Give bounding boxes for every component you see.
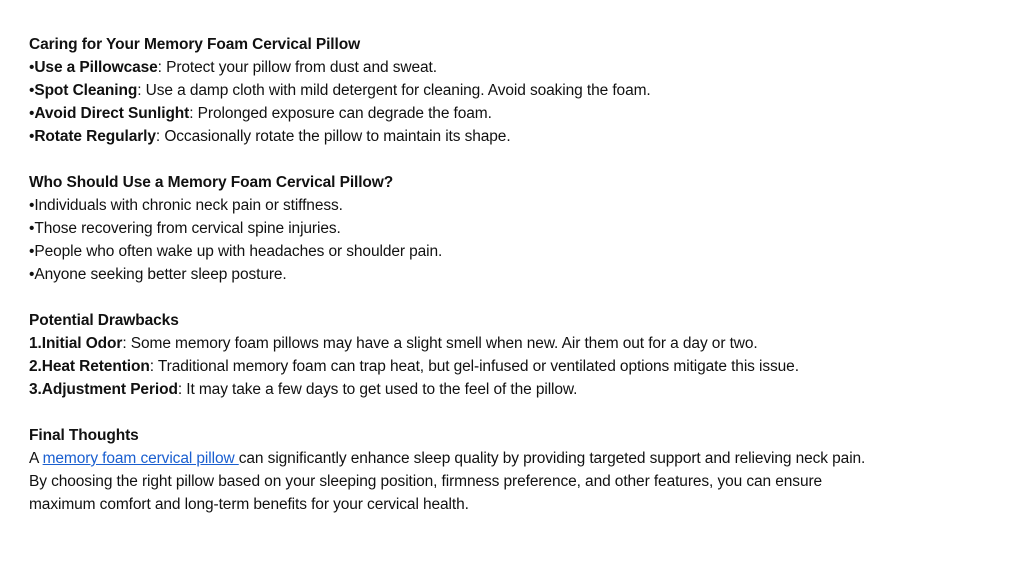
list-item [29, 79, 1009, 102]
list-item: •People who often wake up with headaches or shoulder pain. [29, 243, 443, 260]
item-number: 3. [29, 381, 42, 398]
section-heading-drawbacks: Potential Drawbacks [29, 312, 179, 329]
section-heading-care: Caring for Your Memory Foam Cervical Pillow [29, 36, 361, 53]
bullet: • [29, 105, 35, 122]
item-text: : Some memory foam pillows may have a slight smell when new. Air them out for a day or two. [122, 335, 758, 352]
paragraph-text: can significantly enhance sleep quality by providing targeted support and relieving neck pain. [238, 450, 866, 467]
paragraph-line [29, 447, 1009, 470]
bullet: • [29, 59, 35, 76]
intro-text: A [29, 450, 43, 467]
section-heading-final: Final Thoughts [29, 427, 139, 444]
item-text: : Protect your pillow from dust and sweat. [157, 59, 437, 76]
paragraph-line: maximum comfort and long-term benefits for your cervical health. [29, 496, 469, 513]
memory-foam-pillow-link[interactable]: memory foam cervical pillow [42, 450, 239, 467]
item-text: : Use a damp cloth with mild detergent for cleaning. Avoid soaking the foam. [137, 82, 651, 99]
document-body [29, 33, 1009, 516]
item-number: 2. [29, 358, 42, 375]
list-item [29, 355, 1009, 378]
list-item [29, 378, 1009, 401]
list-item [29, 102, 1009, 125]
spacer [29, 401, 1009, 424]
item-term: Adjustment Period [41, 381, 178, 398]
list-item [29, 56, 1009, 79]
item-text: : Occasionally rotate the pillow to maintain its shape. [155, 128, 511, 145]
list-item [29, 125, 1009, 148]
spacer [29, 286, 1009, 309]
item-number: 1. [29, 335, 42, 352]
item-term: Initial Odor [41, 335, 123, 352]
list-item: •Anyone seeking better sleep posture. [29, 266, 287, 283]
item-text: : It may take a few days to get used to the feel of the pillow. [177, 381, 578, 398]
item-term: Rotate Regularly [34, 128, 156, 145]
bullet: • [29, 82, 35, 99]
list-item: •Individuals with chronic neck pain or stiffness. [29, 197, 343, 214]
item-term: Avoid Direct Sunlight [34, 105, 190, 122]
spacer [29, 148, 1009, 171]
bullet: • [29, 128, 35, 145]
list-item [29, 332, 1009, 355]
item-term: Heat Retention [41, 358, 150, 375]
section-heading-who: Who Should Use a Memory Foam Cervical Pillow? [29, 174, 394, 191]
item-text: : Prolonged exposure can degrade the foam. [189, 105, 492, 122]
paragraph-line: By choosing the right pillow based on your sleeping position, firmness preference, and other features, you can ensure [29, 473, 823, 490]
item-text: : Traditional memory foam can trap heat, but gel-infused or ventilated options mitigate this issue. [149, 358, 799, 375]
item-term: Spot Cleaning [34, 82, 138, 99]
list-item: •Those recovering from cervical spine injuries. [29, 220, 341, 237]
item-term: Use a Pillowcase [34, 59, 158, 76]
